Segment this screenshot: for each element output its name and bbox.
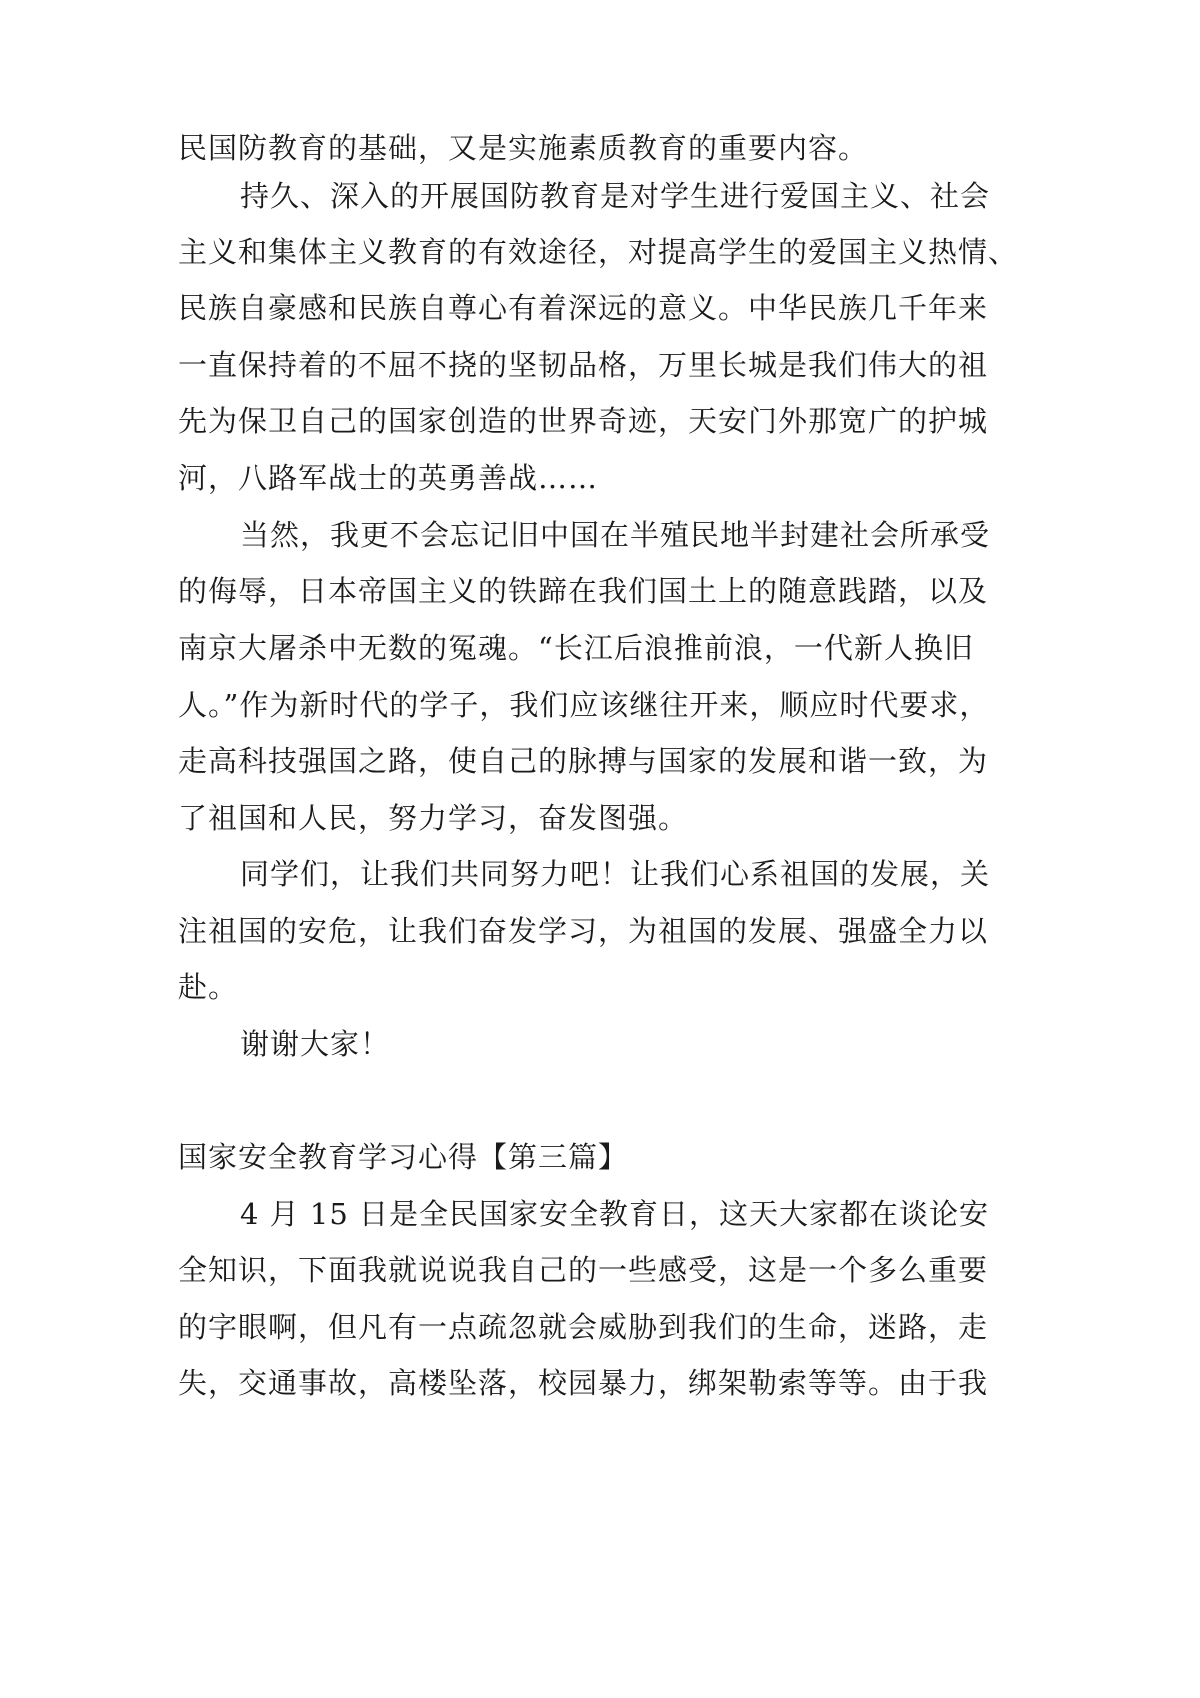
text-line: 先为保卫自己的国家创造的世界奇迹，天安门外那宽广的护城 [178, 404, 989, 438]
text-line: 河，八路军战士的英勇善战…… [178, 461, 599, 495]
text-line: 民国防教育的基础，又是实施素质教育的重要内容。 [178, 131, 869, 165]
text-line: 一直保持着的不屈不挠的坚韧品格，万里长城是我们伟大的祖 [178, 348, 989, 382]
text-line: 当然，我更不会忘记旧中国在半殖民地半封建社会所承受 [240, 518, 991, 552]
text-line: 谢谢大家！ [240, 1027, 391, 1061]
text-line: 主义和集体主义教育的有效途径，对提高学生的爱国主义热情、 [178, 235, 1019, 269]
text-line: 全知识，下面我就说说我自己的一些感受，这是一个多么重要 [178, 1253, 989, 1287]
text-line: 民族自豪感和民族自尊心有着深远的意义。中华民族几千年来 [178, 291, 989, 325]
text-line: 走高科技强国之路，使自己的脉搏与国家的发展和谐一致，为 [178, 744, 989, 778]
text-line: 4 月 15 日是全民国家安全教育日，这天大家都在谈论安 [240, 1197, 990, 1231]
text-line: 持久、深入的开展国防教育是对学生进行爱国主义、社会 [240, 179, 991, 213]
text-line: 南京大屠杀中无数的冤魂。“长江后浪推前浪，一代新人换旧 [178, 631, 974, 665]
text-line: 注祖国的安危，让我们奋发学习，为祖国的发展、强盛全力以 [178, 914, 989, 948]
text-line: 的字眼啊，但凡有一点疏忽就会威胁到我们的生命，迷路，走 [178, 1310, 989, 1344]
text-line: 的侮辱，日本帝国主义的铁蹄在我们国土上的随意践踏，以及 [178, 574, 989, 608]
text-line: 失，交通事故，高楼坠落，校园暴力，绑架勒索等等。由于我 [178, 1366, 989, 1400]
text-line: 同学们，让我们共同努力吧！让我们心系祖国的发展，关 [240, 857, 991, 891]
text-line: 赴。 [178, 970, 239, 1004]
section-heading: 国家安全教育学习心得【第三篇】 [178, 1140, 629, 1174]
text-line: 了祖国和人民，努力学习，奋发图强。 [178, 801, 689, 835]
text-line: 人。”作为新时代的学子，我们应该继往开来，顺应时代要求， [178, 688, 990, 722]
